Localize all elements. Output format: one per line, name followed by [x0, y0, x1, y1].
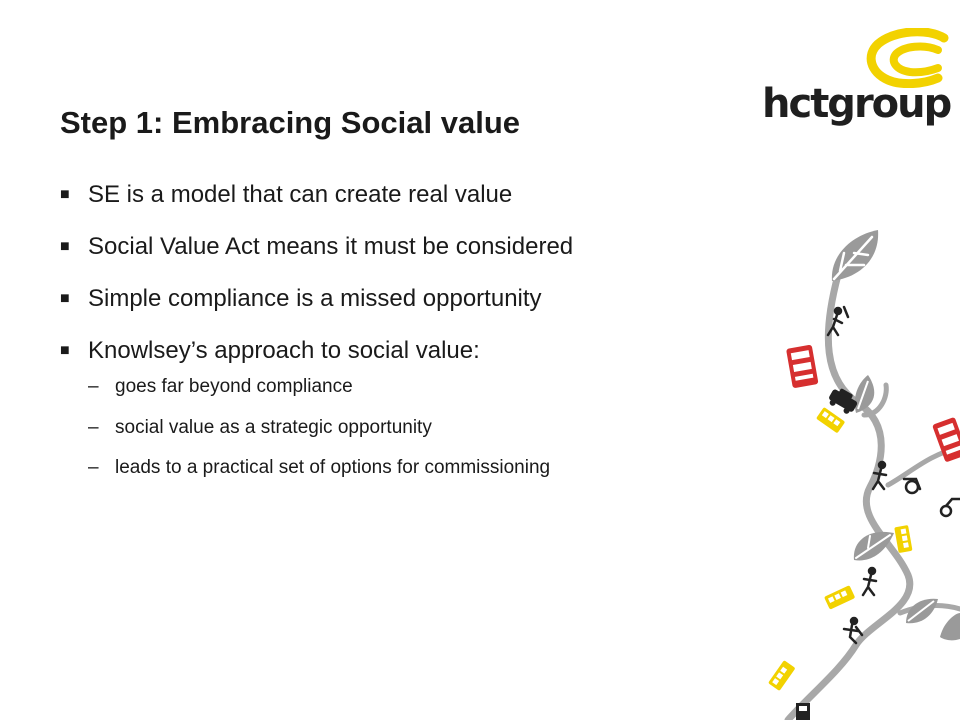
leaf-icon — [832, 230, 878, 281]
bullet-square-icon: ■ — [60, 290, 70, 307]
dash-marker: – — [88, 376, 99, 397]
logo-text: hctgroup — [762, 81, 951, 127]
list-item — [88, 455, 550, 481]
bullet-text: Knowlsey’s approach to social value: — [88, 337, 480, 364]
bullet-square-icon: ■ — [60, 342, 70, 359]
list-item — [60, 230, 573, 264]
leaf-icon — [940, 613, 960, 640]
yellow-bus-icon — [816, 407, 845, 433]
dash-marker: – — [88, 416, 99, 438]
bullet-text: SE is a model that can create real value — [88, 181, 513, 208]
sub-bullet-text: social value as a strategic opportunity — [115, 416, 432, 438]
person-icon — [863, 568, 876, 595]
sub-bullet-list — [88, 374, 550, 496]
sub-bullet-text: leads to a practical set of options for commissioning — [115, 457, 551, 478]
bullet-square-icon: ■ — [60, 186, 70, 203]
list-item — [88, 374, 550, 400]
car-icon — [826, 385, 860, 416]
page-title: Step 1: Embracing Social value — [60, 105, 520, 140]
vine-illustration — [760, 225, 960, 720]
bus-stop-icon — [796, 703, 810, 720]
sub-bullet-text: goes far beyond compliance — [115, 376, 353, 397]
list-item — [60, 178, 573, 212]
yellow-bus-icon — [894, 525, 912, 553]
list-item — [88, 415, 550, 441]
list-item — [60, 334, 573, 368]
bullet-square-icon: ■ — [60, 238, 70, 255]
hct-group-logo — [762, 28, 952, 128]
vine-stem-icon — [788, 275, 910, 720]
list-item — [60, 282, 573, 316]
wheelchair-icon — [904, 479, 920, 493]
bullet-text: Social Value Act means it must be considered — [88, 233, 574, 260]
yellow-bus-icon — [768, 660, 796, 691]
red-bus-icon — [786, 344, 819, 388]
leaf-icon — [855, 375, 874, 413]
bicycle-icon — [941, 499, 960, 516]
dash-marker: – — [88, 457, 99, 478]
bullet-list — [60, 178, 573, 386]
leaf-icon — [906, 599, 938, 624]
bullet-text: Simple compliance is a missed opportunity — [88, 285, 542, 312]
logo-swoosh-icon — [858, 28, 952, 88]
yellow-bus-icon — [824, 585, 855, 610]
